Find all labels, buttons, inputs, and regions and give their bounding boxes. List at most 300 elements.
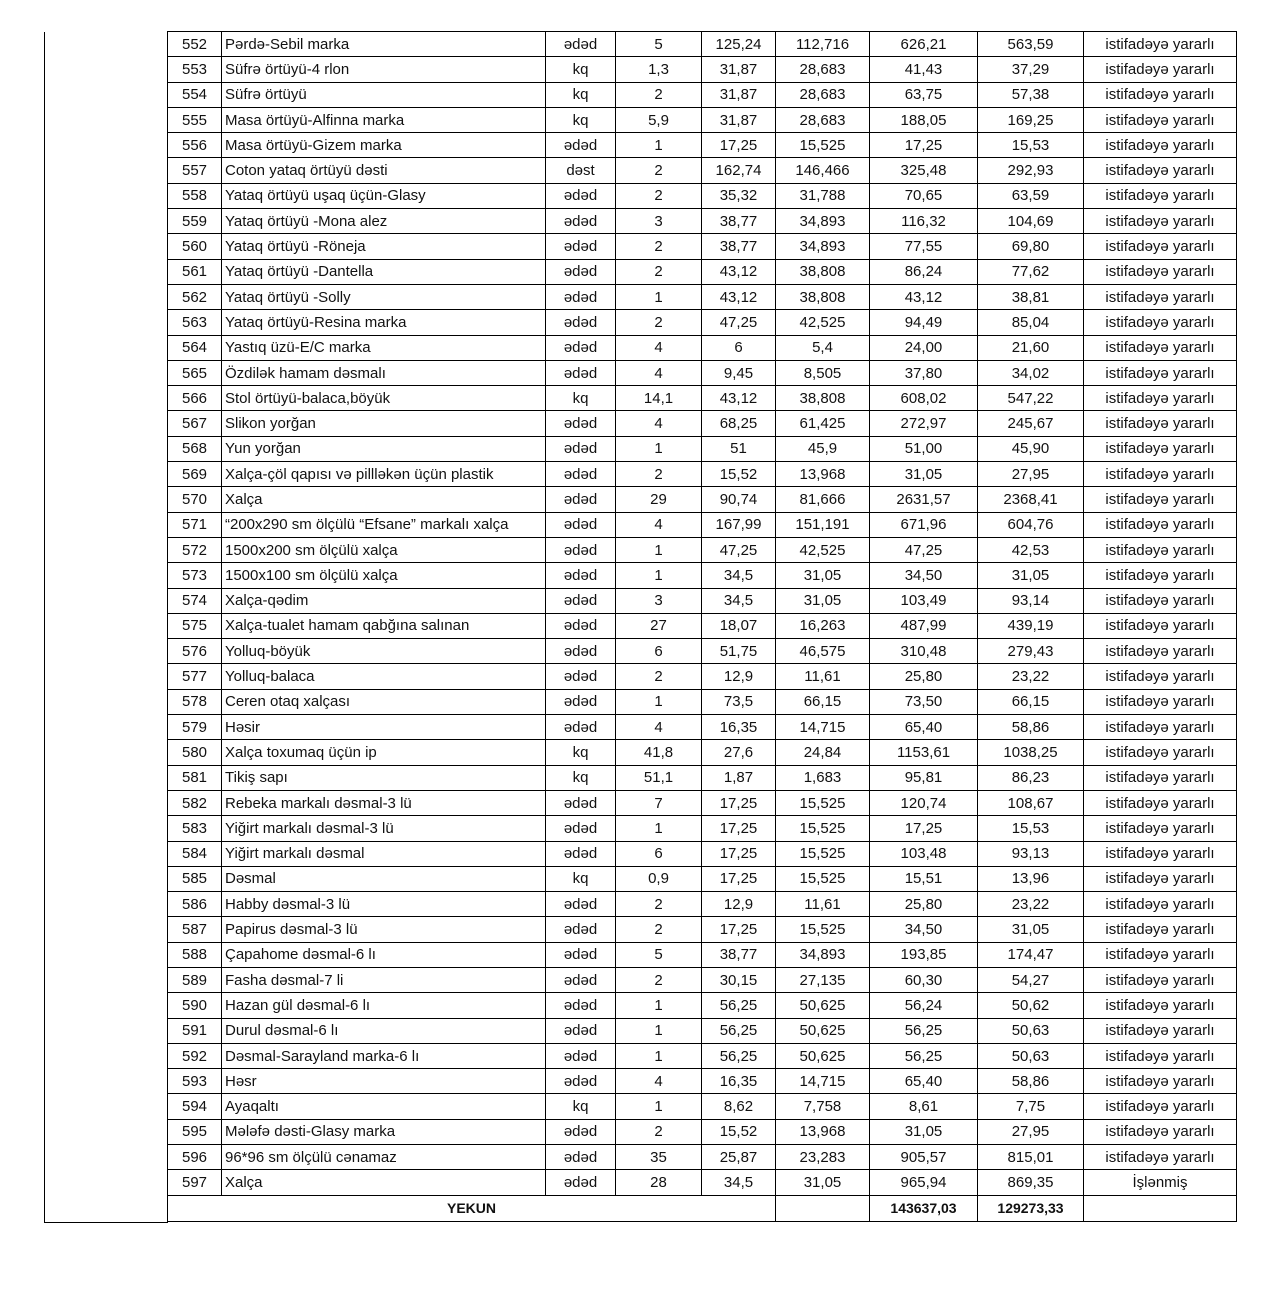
- item-name-cell: Tikiş sapı: [222, 765, 546, 790]
- table-row: [168, 613, 1237, 638]
- condition-cell: istifadəyə yararlı: [1084, 841, 1237, 866]
- table-row: [168, 1170, 1237, 1195]
- item-name-cell: Yataq örtüyü uşaq üçün-Glasy: [222, 183, 546, 208]
- price-cell: 51: [702, 436, 776, 461]
- adjusted-price-cell: 38,808: [776, 259, 870, 284]
- unit-cell: ədəd: [546, 335, 616, 360]
- price-cell: 31,87: [702, 82, 776, 107]
- unit-cell: ədəd: [546, 183, 616, 208]
- item-name-cell: Papirus dəsmal-3 lü: [222, 917, 546, 942]
- row-number-cell: 560: [168, 234, 222, 259]
- adjusted-amount-cell: 45,90: [978, 436, 1084, 461]
- adjusted-amount-cell: 85,04: [978, 310, 1084, 335]
- quantity-cell: 1: [616, 563, 702, 588]
- price-cell: 43,12: [702, 284, 776, 309]
- adjusted-amount-cell: 439,19: [978, 613, 1084, 638]
- quantity-cell: 35: [616, 1145, 702, 1170]
- amount-cell: 70,65: [870, 183, 978, 208]
- price-cell: 125,24: [702, 32, 776, 57]
- amount-cell: 608,02: [870, 386, 978, 411]
- condition-cell: istifadəyə yararlı: [1084, 1119, 1237, 1144]
- condition-cell: istifadəyə yararlı: [1084, 209, 1237, 234]
- price-cell: 90,74: [702, 487, 776, 512]
- amount-cell: 56,25: [870, 1018, 978, 1043]
- table-row: [168, 715, 1237, 740]
- amount-cell: 47,25: [870, 537, 978, 562]
- adjusted-amount-cell: 104,69: [978, 209, 1084, 234]
- amount-cell: 965,94: [870, 1170, 978, 1195]
- quantity-cell: 2: [616, 917, 702, 942]
- price-cell: 30,15: [702, 967, 776, 992]
- total-sum-col8: 129273,33: [978, 1195, 1084, 1221]
- table-row: [168, 386, 1237, 411]
- unit-cell: kq: [546, 866, 616, 891]
- condition-cell: istifadəyə yararlı: [1084, 1043, 1237, 1068]
- table-row: [168, 1043, 1237, 1068]
- condition-cell: istifadəyə yararlı: [1084, 588, 1237, 613]
- unit-cell: kq: [546, 765, 616, 790]
- unit-cell: kq: [546, 82, 616, 107]
- table-row: [168, 841, 1237, 866]
- unit-cell: ədəd: [546, 436, 616, 461]
- item-name-cell: Xalça toxumaq üçün ip: [222, 740, 546, 765]
- amount-cell: 63,75: [870, 82, 978, 107]
- condition-cell: istifadəyə yararlı: [1084, 158, 1237, 183]
- unit-cell: ədəd: [546, 487, 616, 512]
- page-left-border: [44, 32, 45, 1223]
- condition-cell: istifadəyə yararlı: [1084, 462, 1237, 487]
- table-row: [168, 462, 1237, 487]
- table-row: [168, 57, 1237, 82]
- price-cell: 47,25: [702, 310, 776, 335]
- row-number-cell: 582: [168, 790, 222, 815]
- adjusted-price-cell: 15,525: [776, 841, 870, 866]
- table-row: [168, 310, 1237, 335]
- condition-cell: istifadəyə yararlı: [1084, 967, 1237, 992]
- adjusted-price-cell: 66,15: [776, 689, 870, 714]
- unit-cell: ədəd: [546, 310, 616, 335]
- table-row: [168, 866, 1237, 891]
- row-number-cell: 575: [168, 613, 222, 638]
- adjusted-price-cell: 146,466: [776, 158, 870, 183]
- condition-cell: istifadəyə yararlı: [1084, 866, 1237, 891]
- amount-cell: 73,50: [870, 689, 978, 714]
- quantity-cell: 2: [616, 1119, 702, 1144]
- adjusted-amount-cell: 23,22: [978, 664, 1084, 689]
- row-number-cell: 568: [168, 436, 222, 461]
- adjusted-amount-cell: 57,38: [978, 82, 1084, 107]
- unit-cell: ədəd: [546, 790, 616, 815]
- total-empty-cell: [776, 1195, 870, 1221]
- price-cell: 18,07: [702, 613, 776, 638]
- quantity-cell: 4: [616, 715, 702, 740]
- adjusted-amount-cell: 245,67: [978, 411, 1084, 436]
- amount-cell: 17,25: [870, 816, 978, 841]
- table-row: [168, 1094, 1237, 1119]
- row-number-cell: 595: [168, 1119, 222, 1144]
- adjusted-price-cell: 15,525: [776, 917, 870, 942]
- price-cell: 12,9: [702, 664, 776, 689]
- unit-cell: ədəd: [546, 209, 616, 234]
- condition-cell: istifadəyə yararlı: [1084, 335, 1237, 360]
- quantity-cell: 1: [616, 436, 702, 461]
- condition-cell: istifadəyə yararlı: [1084, 107, 1237, 132]
- condition-cell: istifadəyə yararlı: [1084, 284, 1237, 309]
- amount-cell: 86,24: [870, 259, 978, 284]
- item-name-cell: Yastıq üzü-E/C marka: [222, 335, 546, 360]
- condition-cell: istifadəyə yararlı: [1084, 613, 1237, 638]
- row-number-cell: 588: [168, 942, 222, 967]
- item-name-cell: 1500x100 sm ölçülü xalça: [222, 563, 546, 588]
- item-name-cell: Dəsmal: [222, 866, 546, 891]
- item-name-cell: Xalça-tualet hamam qabğına salınan: [222, 613, 546, 638]
- quantity-cell: 4: [616, 1069, 702, 1094]
- amount-cell: 626,21: [870, 32, 978, 57]
- quantity-cell: 2: [616, 310, 702, 335]
- item-name-cell: Yataq örtüyü -Mona alez: [222, 209, 546, 234]
- row-number-cell: 580: [168, 740, 222, 765]
- item-name-cell: Ceren otaq xalçası: [222, 689, 546, 714]
- table-row: [168, 917, 1237, 942]
- quantity-cell: 14,1: [616, 386, 702, 411]
- table-row: [168, 487, 1237, 512]
- amount-cell: 60,30: [870, 967, 978, 992]
- item-name-cell: Ayaqaltı: [222, 1094, 546, 1119]
- adjusted-amount-cell: 86,23: [978, 765, 1084, 790]
- condition-cell: istifadəyə yararlı: [1084, 1094, 1237, 1119]
- price-cell: 56,25: [702, 993, 776, 1018]
- row-number-cell: 574: [168, 588, 222, 613]
- adjusted-price-cell: 13,968: [776, 1119, 870, 1144]
- table-row: [168, 993, 1237, 1018]
- adjusted-amount-cell: 547,22: [978, 386, 1084, 411]
- item-name-cell: 1500x200 sm ölçülü xalça: [222, 537, 546, 562]
- amount-cell: 34,50: [870, 917, 978, 942]
- unit-cell: dəst: [546, 158, 616, 183]
- condition-cell: istifadəyə yararlı: [1084, 82, 1237, 107]
- item-name-cell: Yiğirt markalı dəsmal: [222, 841, 546, 866]
- item-name-cell: Pərdə-Sebil marka: [222, 32, 546, 57]
- price-cell: 17,25: [702, 866, 776, 891]
- unit-cell: ədəd: [546, 259, 616, 284]
- price-cell: 56,25: [702, 1043, 776, 1068]
- price-cell: 17,25: [702, 841, 776, 866]
- adjusted-amount-cell: 279,43: [978, 639, 1084, 664]
- adjusted-amount-cell: 23,22: [978, 892, 1084, 917]
- quantity-cell: 4: [616, 411, 702, 436]
- page-bottom-border: [44, 1222, 168, 1223]
- adjusted-price-cell: 81,666: [776, 487, 870, 512]
- amount-cell: 193,85: [870, 942, 978, 967]
- amount-cell: 31,05: [870, 1119, 978, 1144]
- unit-cell: ədəd: [546, 1119, 616, 1144]
- row-number-cell: 557: [168, 158, 222, 183]
- table-row: [168, 82, 1237, 107]
- adjusted-amount-cell: 38,81: [978, 284, 1084, 309]
- table-row: [168, 765, 1237, 790]
- row-number-cell: 556: [168, 133, 222, 158]
- adjusted-amount-cell: 1038,25: [978, 740, 1084, 765]
- unit-cell: ədəd: [546, 892, 616, 917]
- price-cell: 38,77: [702, 942, 776, 967]
- table-row: [168, 967, 1237, 992]
- adjusted-amount-cell: 869,35: [978, 1170, 1084, 1195]
- quantity-cell: 2: [616, 259, 702, 284]
- quantity-cell: 2: [616, 967, 702, 992]
- adjusted-price-cell: 34,893: [776, 209, 870, 234]
- amount-cell: 77,55: [870, 234, 978, 259]
- unit-cell: ədəd: [546, 715, 616, 740]
- quantity-cell: 28: [616, 1170, 702, 1195]
- unit-cell: ədəd: [546, 967, 616, 992]
- amount-cell: 94,49: [870, 310, 978, 335]
- amount-cell: 103,48: [870, 841, 978, 866]
- table-row: [168, 816, 1237, 841]
- adjusted-amount-cell: 58,86: [978, 1069, 1084, 1094]
- price-cell: 15,52: [702, 1119, 776, 1144]
- unit-cell: ədəd: [546, 1018, 616, 1043]
- item-name-cell: Mələfə dəsti-Glasy marka: [222, 1119, 546, 1144]
- adjusted-price-cell: 31,788: [776, 183, 870, 208]
- condition-cell: istifadəyə yararlı: [1084, 487, 1237, 512]
- item-name-cell: Hazan gül dəsmal-6 lı: [222, 993, 546, 1018]
- quantity-cell: 1: [616, 993, 702, 1018]
- adjusted-amount-cell: 7,75: [978, 1094, 1084, 1119]
- unit-cell: ədəd: [546, 462, 616, 487]
- adjusted-price-cell: 38,808: [776, 284, 870, 309]
- amount-cell: 25,80: [870, 664, 978, 689]
- item-name-cell: Yataq örtüyü -Solly: [222, 284, 546, 309]
- unit-cell: ədəd: [546, 1069, 616, 1094]
- item-name-cell: Habby dəsmal-3 lü: [222, 892, 546, 917]
- table-row: [168, 133, 1237, 158]
- quantity-cell: 2: [616, 234, 702, 259]
- item-name-cell: Yataq örtüyü-Resina marka: [222, 310, 546, 335]
- row-number-cell: 561: [168, 259, 222, 284]
- adjusted-amount-cell: 37,29: [978, 57, 1084, 82]
- row-number-cell: 570: [168, 487, 222, 512]
- row-number-cell: 571: [168, 512, 222, 537]
- condition-cell: istifadəyə yararlı: [1084, 133, 1237, 158]
- price-cell: 25,87: [702, 1145, 776, 1170]
- quantity-cell: 1: [616, 689, 702, 714]
- amount-cell: 103,49: [870, 588, 978, 613]
- table-row: [168, 183, 1237, 208]
- adjusted-price-cell: 27,135: [776, 967, 870, 992]
- table-row: [168, 892, 1237, 917]
- adjusted-amount-cell: 50,62: [978, 993, 1084, 1018]
- adjusted-amount-cell: 604,76: [978, 512, 1084, 537]
- adjusted-price-cell: 8,505: [776, 360, 870, 385]
- quantity-cell: 2: [616, 82, 702, 107]
- unit-cell: ədəd: [546, 1145, 616, 1170]
- quantity-cell: 1: [616, 1094, 702, 1119]
- unit-cell: ədəd: [546, 1043, 616, 1068]
- adjusted-amount-cell: 31,05: [978, 563, 1084, 588]
- row-number-cell: 583: [168, 816, 222, 841]
- adjusted-amount-cell: 54,27: [978, 967, 1084, 992]
- quantity-cell: 3: [616, 588, 702, 613]
- adjusted-amount-cell: 58,86: [978, 715, 1084, 740]
- item-name-cell: Çapahome dəsmal-6 lı: [222, 942, 546, 967]
- adjusted-amount-cell: 27,95: [978, 462, 1084, 487]
- adjusted-amount-cell: 27,95: [978, 1119, 1084, 1144]
- quantity-cell: 3: [616, 209, 702, 234]
- row-number-cell: 577: [168, 664, 222, 689]
- adjusted-price-cell: 13,968: [776, 462, 870, 487]
- amount-cell: 310,48: [870, 639, 978, 664]
- adjusted-price-cell: 46,575: [776, 639, 870, 664]
- adjusted-price-cell: 16,263: [776, 613, 870, 638]
- quantity-cell: 1: [616, 816, 702, 841]
- condition-cell: istifadəyə yararlı: [1084, 436, 1237, 461]
- price-cell: 12,9: [702, 892, 776, 917]
- table-row: [168, 1145, 1237, 1170]
- unit-cell: ədəd: [546, 1170, 616, 1195]
- adjusted-price-cell: 50,625: [776, 1043, 870, 1068]
- condition-cell: istifadəyə yararlı: [1084, 512, 1237, 537]
- adjusted-price-cell: 14,715: [776, 715, 870, 740]
- adjusted-amount-cell: 174,47: [978, 942, 1084, 967]
- amount-cell: 56,24: [870, 993, 978, 1018]
- table-row: [168, 942, 1237, 967]
- unit-cell: ədəd: [546, 411, 616, 436]
- amount-cell: 17,25: [870, 133, 978, 158]
- amount-cell: 37,80: [870, 360, 978, 385]
- adjusted-price-cell: 5,4: [776, 335, 870, 360]
- adjusted-amount-cell: 69,80: [978, 234, 1084, 259]
- amount-cell: 65,40: [870, 1069, 978, 1094]
- item-name-cell: Həsir: [222, 715, 546, 740]
- unit-cell: ədəd: [546, 816, 616, 841]
- quantity-cell: 2: [616, 158, 702, 183]
- amount-cell: 116,32: [870, 209, 978, 234]
- item-name-cell: Özdilək hamam dəsmalı: [222, 360, 546, 385]
- row-number-cell: 584: [168, 841, 222, 866]
- condition-cell: istifadəyə yararlı: [1084, 715, 1237, 740]
- price-cell: 56,25: [702, 1018, 776, 1043]
- quantity-cell: 7: [616, 790, 702, 815]
- quantity-cell: 41,8: [616, 740, 702, 765]
- price-cell: 35,32: [702, 183, 776, 208]
- row-number-cell: 589: [168, 967, 222, 992]
- adjusted-price-cell: 24,84: [776, 740, 870, 765]
- unit-cell: ədəd: [546, 993, 616, 1018]
- adjusted-amount-cell: 169,25: [978, 107, 1084, 132]
- price-cell: 17,25: [702, 133, 776, 158]
- price-cell: 68,25: [702, 411, 776, 436]
- adjusted-price-cell: 31,05: [776, 588, 870, 613]
- item-name-cell: Süfrə örtüyü-4 rlon: [222, 57, 546, 82]
- quantity-cell: 2: [616, 664, 702, 689]
- adjusted-price-cell: 15,525: [776, 816, 870, 841]
- item-name-cell: Yataq örtüyü -Röneja: [222, 234, 546, 259]
- adjusted-amount-cell: 108,67: [978, 790, 1084, 815]
- price-cell: 31,87: [702, 57, 776, 82]
- quantity-cell: 4: [616, 335, 702, 360]
- adjusted-price-cell: 7,758: [776, 1094, 870, 1119]
- amount-cell: 65,40: [870, 715, 978, 740]
- amount-cell: 272,97: [870, 411, 978, 436]
- price-cell: 167,99: [702, 512, 776, 537]
- table-row: [168, 512, 1237, 537]
- price-cell: 8,62: [702, 1094, 776, 1119]
- condition-cell: istifadəyə yararlı: [1084, 740, 1237, 765]
- amount-cell: 8,61: [870, 1094, 978, 1119]
- row-number-cell: 565: [168, 360, 222, 385]
- adjusted-price-cell: 11,61: [776, 664, 870, 689]
- adjusted-price-cell: 1,683: [776, 765, 870, 790]
- table-row: [168, 335, 1237, 360]
- adjusted-amount-cell: 34,02: [978, 360, 1084, 385]
- adjusted-amount-cell: 21,60: [978, 335, 1084, 360]
- condition-cell: istifadəyə yararlı: [1084, 1018, 1237, 1043]
- unit-cell: ədəd: [546, 133, 616, 158]
- quantity-cell: 2: [616, 462, 702, 487]
- price-cell: 15,52: [702, 462, 776, 487]
- quantity-cell: 6: [616, 639, 702, 664]
- price-cell: 38,77: [702, 209, 776, 234]
- unit-cell: ədəd: [546, 841, 616, 866]
- row-number-cell: 594: [168, 1094, 222, 1119]
- item-name-cell: Dəsmal-Sarayland marka-6 lı: [222, 1043, 546, 1068]
- total-label: YEKUN: [168, 1195, 776, 1221]
- unit-cell: kq: [546, 57, 616, 82]
- quantity-cell: 1: [616, 537, 702, 562]
- amount-cell: 25,80: [870, 892, 978, 917]
- condition-cell: istifadəyə yararlı: [1084, 790, 1237, 815]
- table-row: [168, 209, 1237, 234]
- item-name-cell: Xalça: [222, 1170, 546, 1195]
- table-row: [168, 234, 1237, 259]
- table-row: [168, 689, 1237, 714]
- adjusted-price-cell: 42,525: [776, 537, 870, 562]
- item-name-cell: Xalça-qədim: [222, 588, 546, 613]
- price-cell: 43,12: [702, 259, 776, 284]
- amount-cell: 34,50: [870, 563, 978, 588]
- table-row: [168, 436, 1237, 461]
- adjusted-price-cell: 28,683: [776, 107, 870, 132]
- amount-cell: 43,12: [870, 284, 978, 309]
- quantity-cell: 6: [616, 841, 702, 866]
- adjusted-price-cell: 34,893: [776, 942, 870, 967]
- unit-cell: kq: [546, 1094, 616, 1119]
- item-name-cell: Coton yataq örtüyü dəsti: [222, 158, 546, 183]
- amount-cell: 487,99: [870, 613, 978, 638]
- price-cell: 38,77: [702, 234, 776, 259]
- row-number-cell: 569: [168, 462, 222, 487]
- price-cell: 43,12: [702, 386, 776, 411]
- adjusted-price-cell: 38,808: [776, 386, 870, 411]
- item-name-cell: Yataq örtüyü -Dantella: [222, 259, 546, 284]
- row-number-cell: 562: [168, 284, 222, 309]
- price-cell: 27,6: [702, 740, 776, 765]
- amount-cell: 905,57: [870, 1145, 978, 1170]
- row-number-cell: 596: [168, 1145, 222, 1170]
- item-name-cell: Süfrə örtüyü: [222, 82, 546, 107]
- row-number-cell: 554: [168, 82, 222, 107]
- unit-cell: ədəd: [546, 284, 616, 309]
- table-row: [168, 588, 1237, 613]
- total-empty-cell: [1084, 1195, 1237, 1221]
- item-name-cell: “200x290 sm ölçülü “Efsane” markalı xalça: [222, 512, 546, 537]
- adjusted-amount-cell: 93,14: [978, 588, 1084, 613]
- unit-cell: ədəd: [546, 32, 616, 57]
- item-name-cell: Masa örtüyü-Gizem marka: [222, 133, 546, 158]
- row-number-cell: 567: [168, 411, 222, 436]
- row-number-cell: 578: [168, 689, 222, 714]
- adjusted-price-cell: 151,191: [776, 512, 870, 537]
